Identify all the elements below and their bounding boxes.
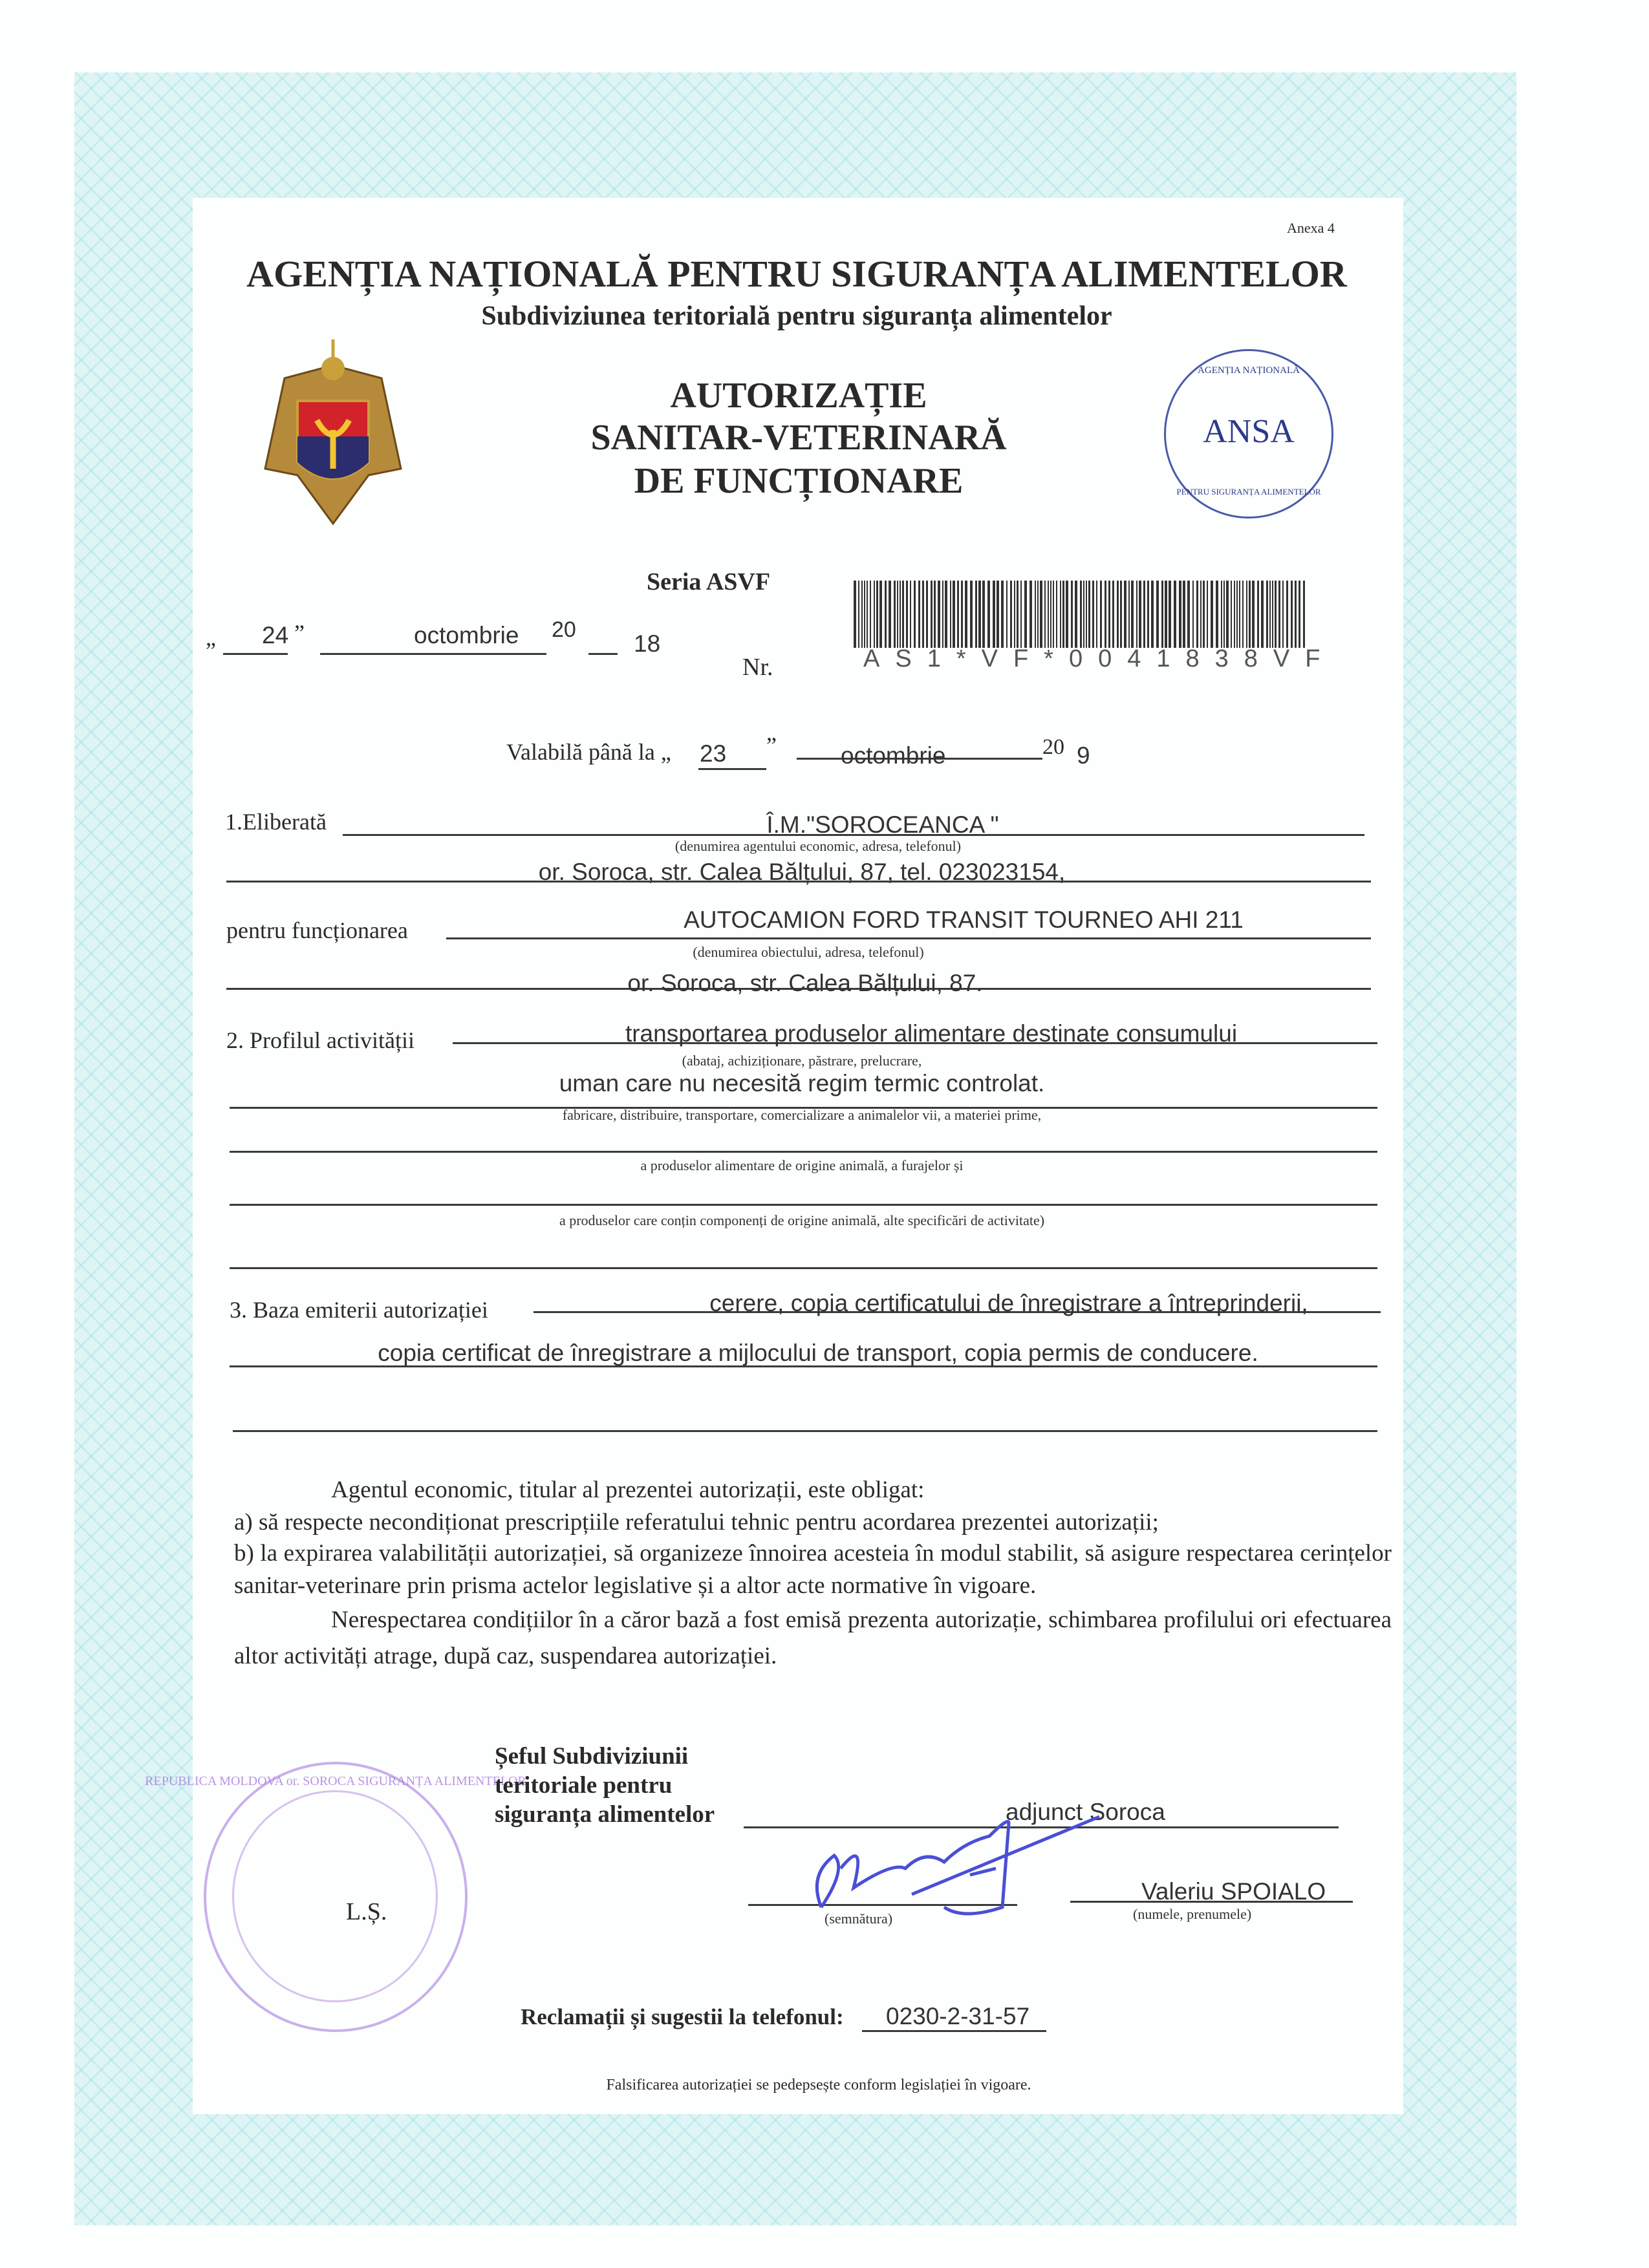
barcode-bar xyxy=(1269,581,1271,648)
barcode-bar xyxy=(894,581,896,648)
barcode-bar xyxy=(938,581,940,648)
barcode-bar xyxy=(1080,581,1082,648)
barcode-bar xyxy=(987,581,990,648)
barcode-bar xyxy=(1257,581,1259,648)
signer-name: Valeriu SPOIALO xyxy=(1141,1878,1326,1905)
basis-label: 3. Baza emiterii autorizației xyxy=(230,1297,488,1323)
barcode-bar xyxy=(1086,581,1087,648)
issued-to-address: or. Soroca, str. Calea Bălțului, 87, tel. 023023154, xyxy=(538,859,1066,885)
barcode-bar xyxy=(1266,581,1268,648)
obligations-intro: Agentul economic, titular al prezentei autorizații, este obligat: xyxy=(331,1477,925,1503)
barcode-bar xyxy=(1249,581,1251,648)
barcode-bar xyxy=(1239,581,1240,648)
barcode-bar xyxy=(1017,581,1018,648)
object-value: AUTOCAMION FORD TRANSIT TOURNEO AHI 211 xyxy=(684,906,1244,933)
basis-value-1: cerere, copia certificatului de înregistrare a întreprinderii, xyxy=(709,1290,1308,1316)
barcode-bar xyxy=(1124,581,1126,648)
barcode-bar xyxy=(1075,581,1077,648)
official-stamp xyxy=(145,1762,526,2032)
barcode-bar xyxy=(1275,581,1277,648)
barcode-bar xyxy=(1024,581,1027,648)
valid-until-label: Valabilă până la „ xyxy=(506,739,671,765)
subdivision-title: Subdiviziunea teritorială pentru siguranța alimentelor xyxy=(481,301,1112,331)
barcode-bar xyxy=(1010,581,1012,648)
barcode-bar xyxy=(993,581,995,648)
complaints-phone: 0230-2-31-57 xyxy=(886,2003,1030,2029)
barcode-bar xyxy=(1291,581,1293,648)
barcode-bar xyxy=(879,581,882,648)
barcode-bar xyxy=(1179,581,1181,648)
barcode-bar xyxy=(914,581,916,648)
barcode-bar xyxy=(906,581,908,648)
barcode-bar xyxy=(1303,581,1305,648)
barcode-bar xyxy=(867,581,868,648)
barcode-bar xyxy=(1117,581,1119,648)
barcode-bar xyxy=(1044,581,1046,648)
barcode-bar xyxy=(1136,581,1137,648)
barcode-bar xyxy=(1242,581,1244,648)
barcode-bar xyxy=(1187,581,1190,648)
barcode-bar xyxy=(1120,581,1122,648)
barcode-bar xyxy=(902,581,904,648)
barcode-bar xyxy=(1223,581,1225,648)
valid-quote: ” xyxy=(766,733,777,758)
barcode-bar xyxy=(1207,581,1208,648)
barcode-bar xyxy=(876,581,878,648)
barcode-bar xyxy=(975,581,977,648)
issue-month: octombrie xyxy=(414,622,519,648)
obligation-a: a) să respecte necondiționat prescripțiile referatului tehnic pentru acordarea prezentei autorizații; xyxy=(234,1509,1159,1535)
barcode-bar xyxy=(922,581,924,648)
basis-value-2: copia certificat de înregistrare a mijlocului de transport, copia permis de conducere. xyxy=(378,1340,1258,1366)
barcode-bar xyxy=(1151,581,1154,648)
barcode-bar xyxy=(910,581,911,648)
barcode-bar xyxy=(1071,581,1073,648)
barcode-bar xyxy=(982,581,985,648)
barcode-bar xyxy=(1083,581,1084,648)
logo-bottom-text: PENTRU SIGURANȚA ALIMENTELOR xyxy=(1176,487,1321,497)
stamp-text: REPUBLICA MOLDOVA or. SOROCA SIGURANȚA ALIMENTELOR xyxy=(145,1774,526,1788)
barcode-bar xyxy=(897,581,898,648)
barcode-bar xyxy=(1278,581,1280,648)
barcode-bar xyxy=(965,581,967,648)
barcode-bar xyxy=(1216,581,1218,648)
valid-century: 20 xyxy=(1042,735,1064,759)
barcode-bar xyxy=(1053,581,1054,648)
quote-close: ” xyxy=(294,620,305,646)
barcode-bar xyxy=(1234,581,1235,648)
coat-of-arms-icon xyxy=(259,339,407,527)
barcode-bar xyxy=(1226,581,1229,648)
barcode-bar xyxy=(1286,581,1288,648)
barcode-bar xyxy=(1272,581,1273,648)
barcode-bar xyxy=(1037,581,1039,648)
barcode-bar xyxy=(1066,581,1068,648)
barcode-bar xyxy=(970,581,973,648)
doc-title-line-3: DE FUNCȚIONARE xyxy=(634,461,964,501)
doc-title-line-1: AUTORIZAȚIE xyxy=(670,376,927,416)
signer-title-1: Șeful Subdiviziunii xyxy=(495,1743,689,1770)
barcode-bar xyxy=(945,581,947,648)
barcode-bar xyxy=(1183,581,1185,648)
barcode-bar xyxy=(861,581,863,648)
barcode-bar xyxy=(874,581,875,648)
barcode-bar xyxy=(1100,581,1102,648)
barcode-bar xyxy=(1029,581,1032,648)
barcode-bar xyxy=(1231,581,1232,648)
barcode xyxy=(854,581,1310,648)
barcode-bar xyxy=(1108,581,1110,648)
barcode-bar xyxy=(1050,581,1051,648)
barcode-bar xyxy=(885,581,887,648)
valid-day: 23 xyxy=(700,740,727,767)
barcode-bar xyxy=(864,581,865,648)
obligations-note: Nerespectarea condițiilor în a căror bază a fost emisă prezenta autorizație, schimbarea profilului ori efectuarea altor activități atrage, după caz, suspendarea autorizației. xyxy=(234,1607,1392,1669)
object-address: or. Soroca, str. Calea Bălțului, 87. xyxy=(627,970,983,996)
barcode-bar xyxy=(1299,581,1300,648)
barcode-bar xyxy=(1246,581,1247,648)
logo-top-text: AGENȚIA NAȚIONALĂ xyxy=(1198,365,1300,376)
handwritten-signature xyxy=(795,1797,1106,1920)
issue-year: 18 xyxy=(634,630,661,657)
barcode-bar xyxy=(1105,581,1106,648)
barcode-bar xyxy=(1062,581,1064,648)
signature-caption: (semnătura) xyxy=(824,1910,893,1927)
barcode-bar xyxy=(889,581,891,648)
object-caption: (denumirea obiectului, adresa, telefonul) xyxy=(693,944,924,960)
barcode-bar xyxy=(1139,581,1141,648)
ansa-logo xyxy=(1164,349,1333,519)
barcode-bar xyxy=(1143,581,1145,648)
barcode-bar xyxy=(858,581,859,648)
activity-caption-4: a produselor care conțin componenți de origine animală, alte specificări de activitate) xyxy=(559,1212,1045,1228)
barcode-bar xyxy=(1211,581,1213,648)
barcode-bar xyxy=(926,581,928,648)
barcode-bar xyxy=(931,581,932,648)
barcode-bar xyxy=(1014,581,1015,648)
issue-day: 24 xyxy=(262,622,289,648)
activity-caption-3: a produselor alimentare de origine animală, a furajelor și xyxy=(640,1157,964,1173)
barcode-bar xyxy=(934,581,936,648)
barcode-bar xyxy=(1282,581,1284,648)
object-label: pentru funcționarea xyxy=(226,917,408,943)
barcode-bar xyxy=(997,581,999,648)
stamp-label: L.Ș. xyxy=(346,1898,387,1925)
activity-value-1: transportarea produselor alimentare destinate consumului xyxy=(625,1020,1238,1047)
barcode-bar xyxy=(1088,581,1090,648)
issued-to-caption: (denumirea agentului economic, adresa, telefonul) xyxy=(674,838,962,854)
barcode-bar xyxy=(854,581,856,648)
barcode-bar xyxy=(1128,581,1130,648)
barcode-bar xyxy=(1092,581,1094,648)
annex-label: Anexa 4 xyxy=(1287,220,1335,236)
signer-title-3: siguranța alimentelor xyxy=(495,1801,715,1828)
activity-value-2: uman care nu necesită regim termic controlat. xyxy=(559,1070,1045,1097)
valid-year: 9 xyxy=(1077,742,1090,769)
activity-label: 2. Profilul activității xyxy=(226,1027,415,1053)
activity-caption-1: (abataj, achiziționare, păstrare, prelucrare, xyxy=(682,1053,922,1069)
barcode-bar xyxy=(957,581,959,648)
barcode-bar xyxy=(1252,581,1255,648)
complaints-label: Reclamații și sugestii la telefonul: xyxy=(521,2004,844,2029)
signer-position: adjunct Soroca xyxy=(1006,1799,1165,1825)
barcode-text: AS1*VF*0041838VF xyxy=(863,645,1336,672)
forgery-warning: Falsificarea autorizației se pedepsește conform legislației în vigoare. xyxy=(606,2077,1031,2093)
barcode-bar xyxy=(1221,581,1222,648)
barcode-bar xyxy=(1112,581,1114,648)
barcode-bar xyxy=(1035,581,1036,648)
barcode-bar xyxy=(900,581,901,648)
barcode-bar xyxy=(1261,581,1264,648)
quote-open: „ xyxy=(206,625,216,650)
barcode-bar xyxy=(1001,581,1004,648)
nr-label: Nr. xyxy=(742,654,773,681)
valid-month: octombrie xyxy=(841,742,946,769)
barcode-bar xyxy=(1006,581,1008,648)
barcode-bar xyxy=(1192,581,1194,648)
issue-century: 20 xyxy=(552,617,576,642)
barcode-bar xyxy=(1156,581,1159,648)
barcode-bar xyxy=(1060,581,1061,648)
barcode-bar xyxy=(1295,581,1297,648)
activity-caption-2: fabricare, distribuire, transportare, comercializare a animalelor vii, a materiei prime, xyxy=(562,1107,1042,1123)
issued-to-label: 1.Eliberată xyxy=(225,809,327,835)
barcode-bar xyxy=(1165,581,1167,648)
barcode-bar xyxy=(1020,581,1022,648)
series-label: Seria ASVF xyxy=(647,568,771,595)
barcode-bar xyxy=(1048,581,1049,648)
barcode-bar xyxy=(1096,581,1097,648)
barcode-bar xyxy=(1169,581,1171,648)
barcode-bar xyxy=(1056,581,1057,648)
barcode-bar xyxy=(918,581,920,648)
barcode-bar xyxy=(953,581,955,648)
barcode-bar xyxy=(870,581,871,648)
barcode-bar xyxy=(1200,581,1202,648)
barcode-bar xyxy=(1236,581,1238,648)
barcode-bar xyxy=(1131,581,1134,648)
barcode-bar xyxy=(1040,581,1042,648)
barcode-bar xyxy=(1203,581,1205,648)
barcode-bar xyxy=(1174,581,1176,648)
barcode-bar xyxy=(1147,581,1149,648)
obligation-b: b) la expirarea valabilității autorizației, să organizeze înnoirea acesteia în modul stabilit, să asigure respectarea cerințelor sanitar-veterinare prin prisma actelor legislative și a altor acte normative în vigoare. xyxy=(234,1540,1392,1599)
agency-title: AGENȚIA NAȚIONALĂ PENTRU SIGURANȚA ALIMENTELOR xyxy=(246,253,1347,295)
signer-title-2: teritoriale pentru xyxy=(495,1772,673,1799)
barcode-bar xyxy=(950,581,951,648)
barcode-bar xyxy=(942,581,943,648)
name-caption: (numele, prenumele) xyxy=(1133,1906,1252,1922)
logo-center-text: ANSA xyxy=(1203,413,1295,450)
barcode-bar xyxy=(1196,581,1198,648)
barcode-bar xyxy=(978,581,981,648)
issued-to-value: Î.M."SOROCEANCA " xyxy=(766,811,999,838)
barcode-bar xyxy=(1161,581,1163,648)
barcode-bar xyxy=(961,581,963,648)
doc-title-line-2: SANITAR-VETERINARĂ xyxy=(590,418,1007,458)
